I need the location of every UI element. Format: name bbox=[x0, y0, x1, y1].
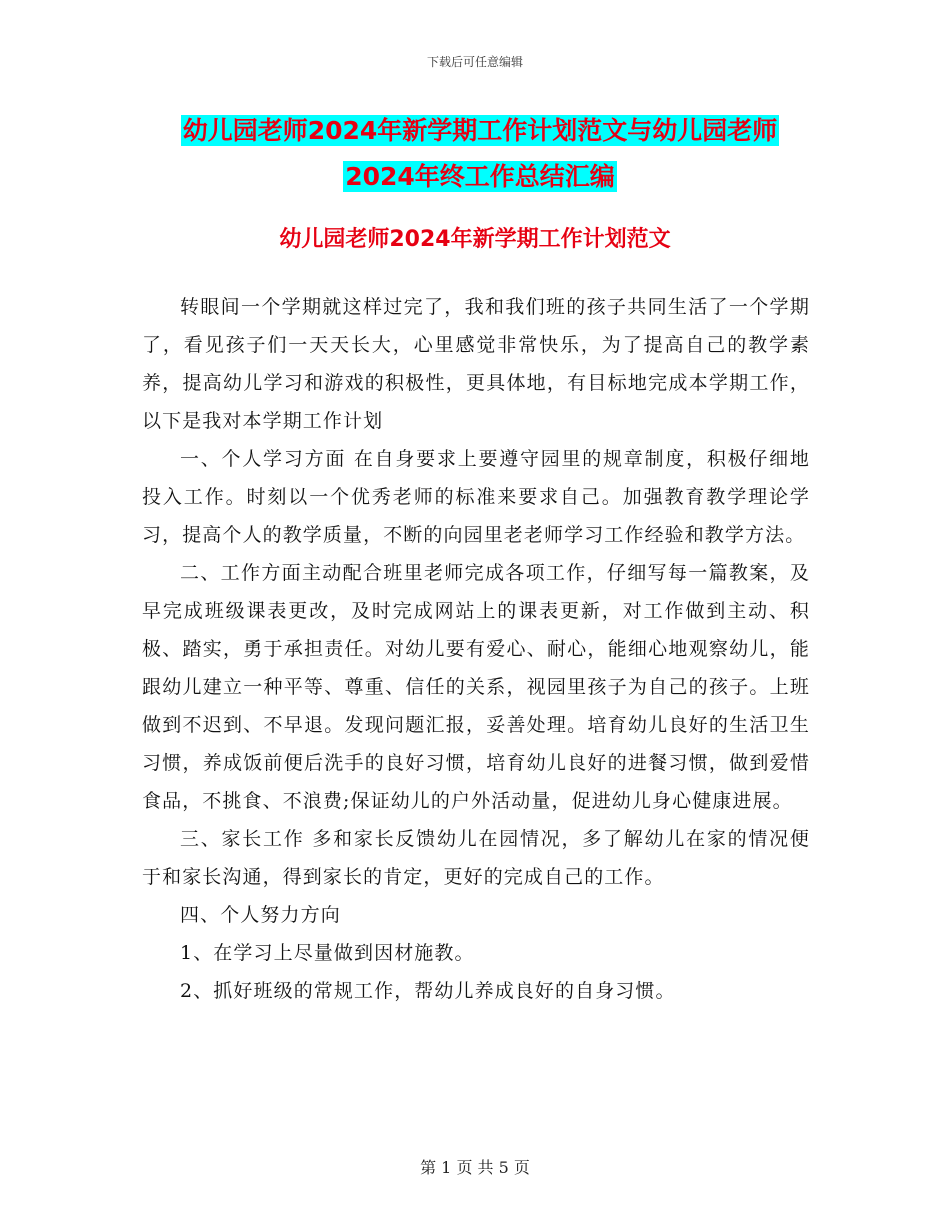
paragraph: 2、抓好班级的常规工作，帮幼儿养成良好的自身习惯。 bbox=[180, 980, 676, 1002]
paragraph: 三、家长工作 多和家长反馈幼儿在园情况，多了解幼儿在家的情况便于和家长沟通，得到家长的肯定，更好的完成自己的工作。 bbox=[142, 828, 810, 888]
main-title bbox=[130, 108, 830, 200]
paragraph: 二、工作方面主动配合班里老师完成各项工作，仔细写每一篇教案，及早完成班级课表更改，及时完成网站上的课表更新，对工作做到主动、积极、踏实，勇于承担责任。对幼儿要有爱心、耐心，能细心地观察幼儿，能跟幼儿建立一种平等、尊重、信任的关系，视园里孩子为自己的孩子。上班做到不迟到、不早退。发现问题汇报，妥善处理。培育幼儿良好的生活卫生习惯，养成饭前便后洗手的良好习惯，培育幼儿良好的进餐习惯，做到爱惜食品，不挑食、不浪费;保证幼儿的户外活动量，促进幼儿身心健康进展。 bbox=[142, 562, 810, 812]
paragraph: 一、个人学习方面 在自身要求上要遵守园里的规章制度，积极仔细地投入工作。时刻以一个优秀老师的标准来要求自己。加强教育教学理论学习，提高个人的教学质量，不断的向园里老老师学习工作经验和教学方法。 bbox=[142, 448, 810, 546]
body-text bbox=[142, 288, 810, 1010]
main-title-line-1: 幼儿园老师2024年新学期工作计划范文与幼儿园老师 bbox=[182, 116, 778, 145]
main-title-line-2: 2024年终工作总结汇编 bbox=[345, 162, 615, 191]
paragraph: 四、个人努力方向 bbox=[180, 904, 341, 926]
header-note: 下载后可任意编辑 bbox=[426, 55, 523, 69]
paragraph: 转眼间一个学期就这样过完了，我和我们班的孩子共同生活了一个学期了，看见孩子们一天天长大，心里感觉非常快乐，为了提高自己的教学素养，提高幼儿学习和游戏的积极性，更具体地，有目标地完成本学期工作，以下是我对本学期工作计划 bbox=[142, 296, 810, 432]
paragraph: 1、在学习上尽量做到因材施教。 bbox=[180, 942, 475, 964]
page-footer: 第 1 页 共 5 页 bbox=[420, 1158, 530, 1177]
section-title: 幼儿园老师2024年新学期工作计划范文 bbox=[279, 227, 671, 252]
